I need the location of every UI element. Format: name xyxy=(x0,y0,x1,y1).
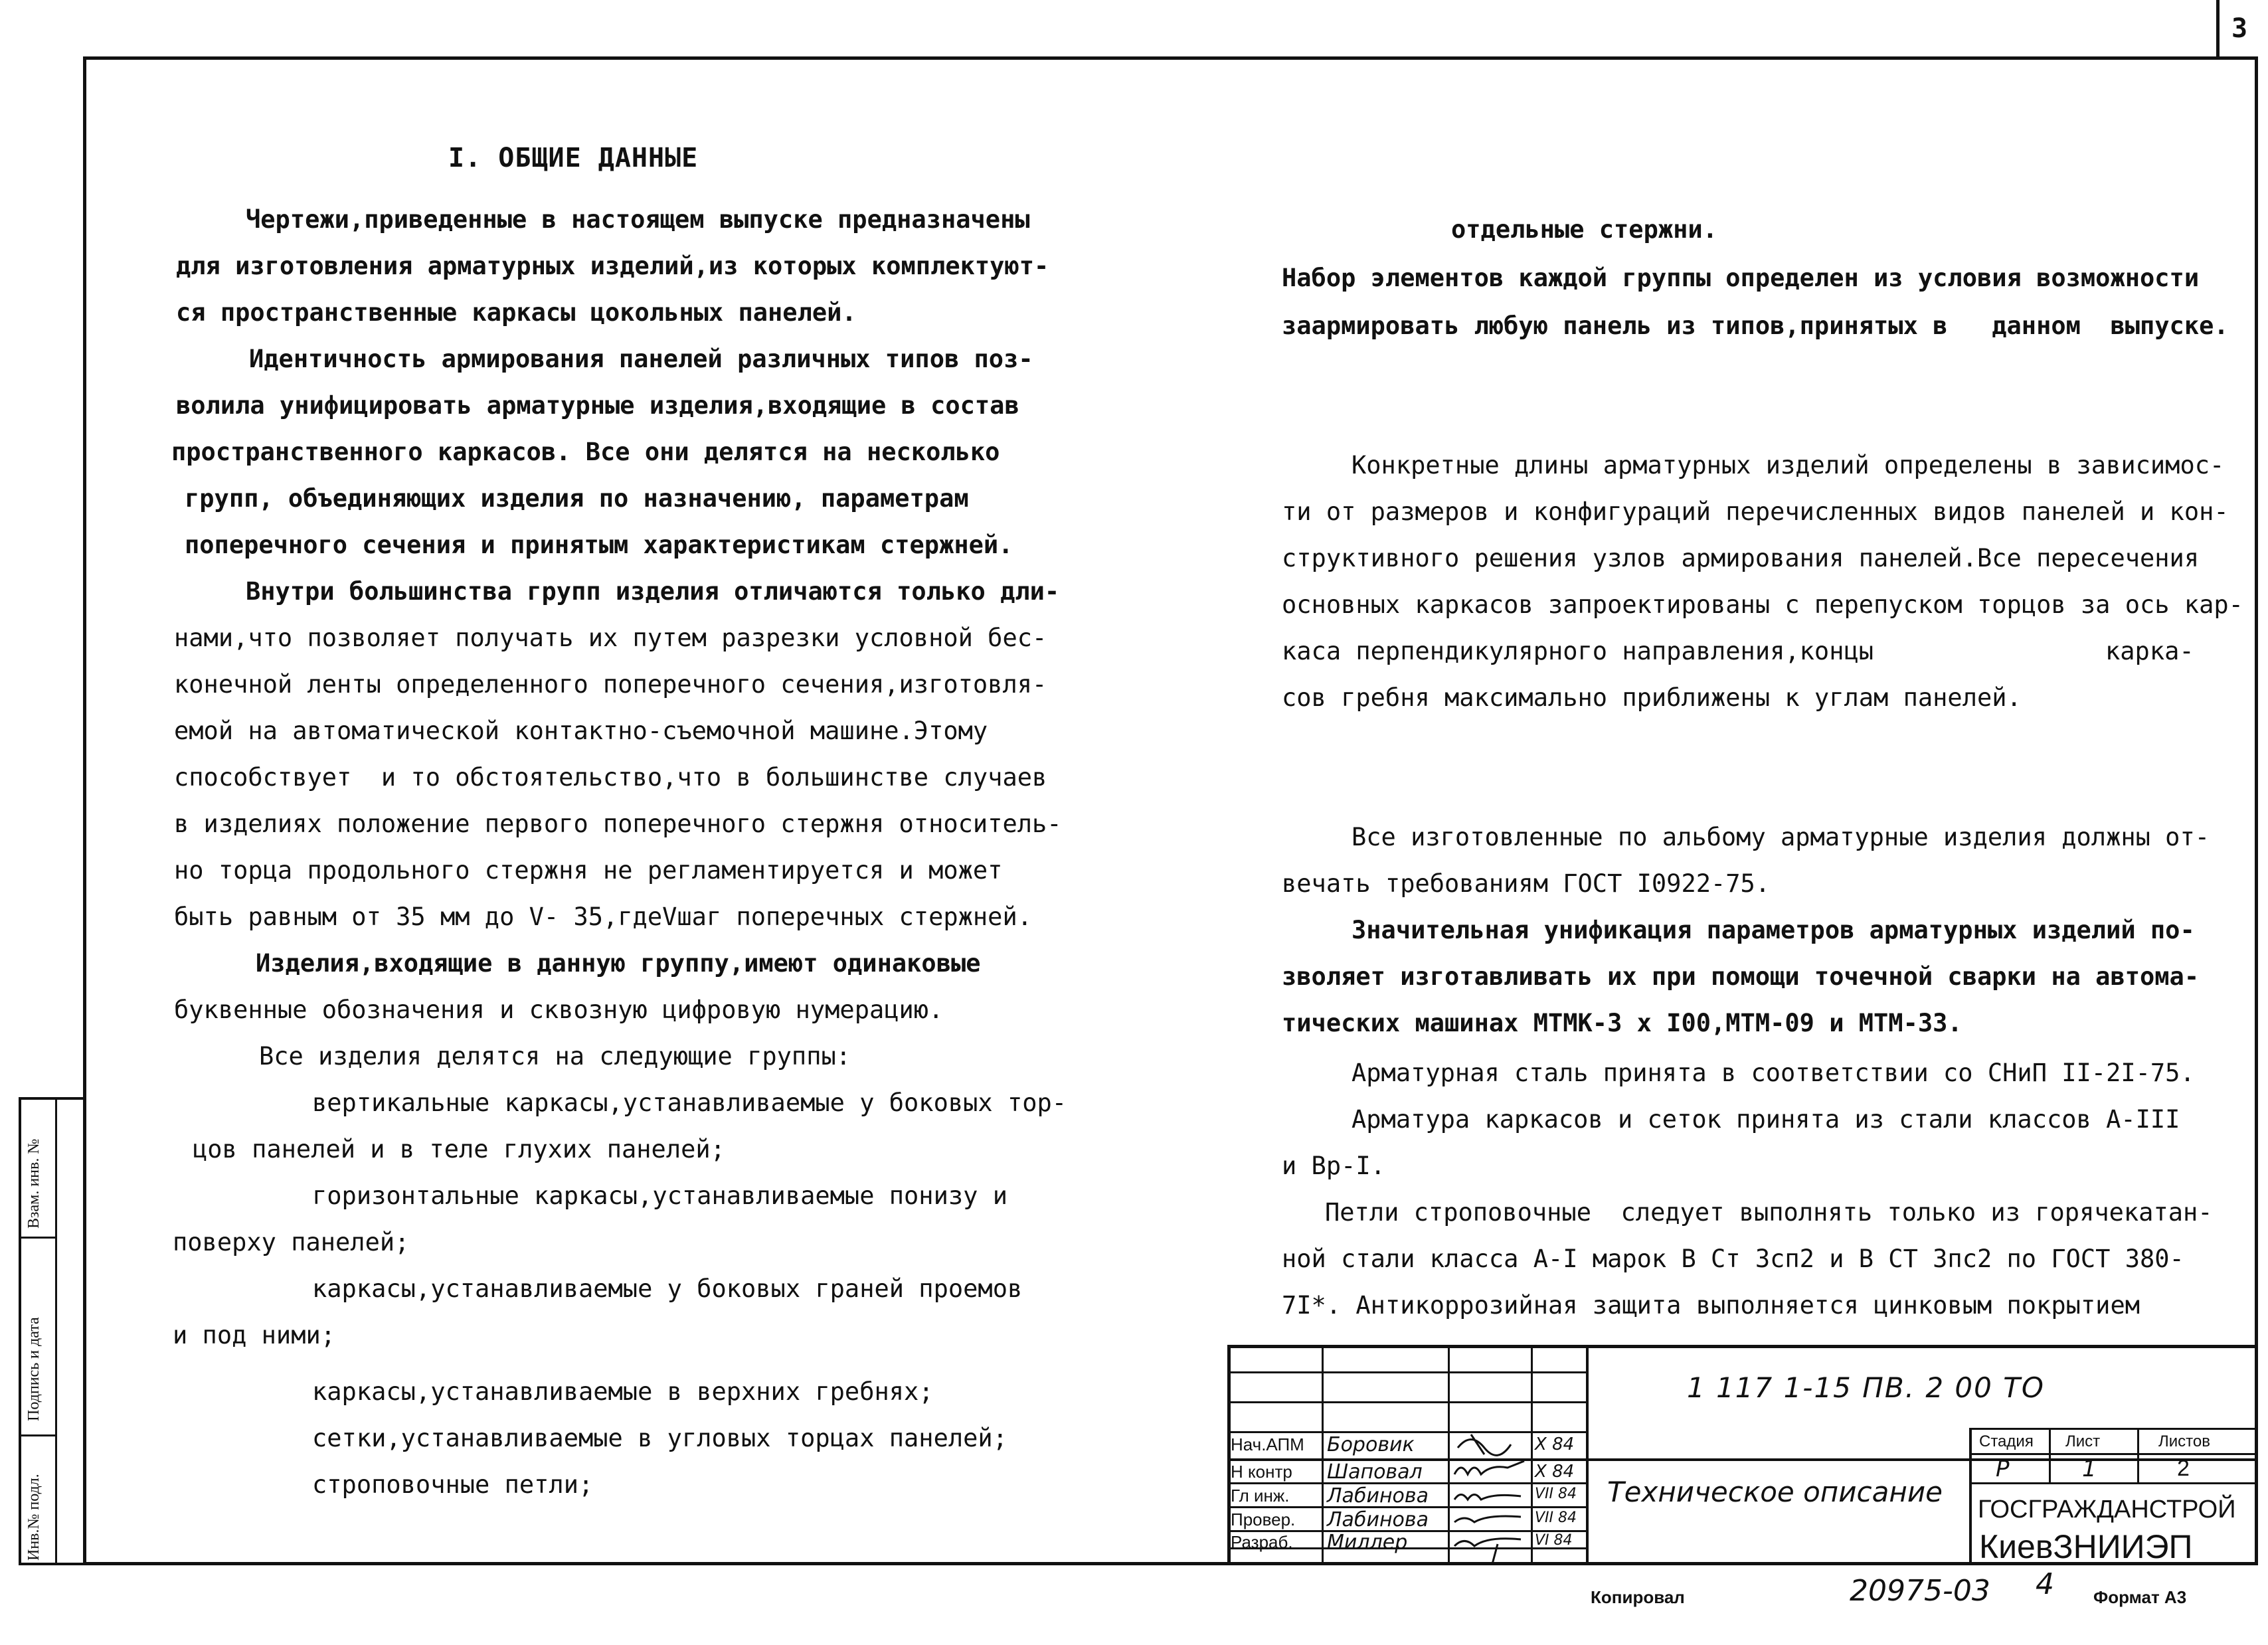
text-line: вертикальные каркасы,устанавливаемые у боковых тор- xyxy=(312,1088,1067,1117)
title-block-line xyxy=(2049,1428,2051,1482)
text-line: для изготовления арматурных изделий,из которых комплектуют- xyxy=(176,252,1049,280)
section-heading: I. ОБЩИЕ ДАННЫЕ xyxy=(448,143,699,173)
date-cell: X 84 xyxy=(1535,1434,1575,1454)
text-line: поперечного сечения и принятым характеристикам стержней. xyxy=(185,531,1013,559)
text-line: Значительная унификация параметров арматурных изделий по- xyxy=(1352,916,2195,944)
text-line: и под ними; xyxy=(173,1321,336,1349)
person-name: Лабинова xyxy=(1327,1508,1429,1531)
signature-mark xyxy=(1454,1539,1521,1564)
margin-stamp-replaced-inv: Взам. инв. № xyxy=(25,1138,43,1229)
text-line: Арматура каркасов и сеток принята из стали классов А-III xyxy=(1352,1105,2180,1134)
title-block-line xyxy=(1227,1371,1587,1373)
organization-line-1: ГОСГРАЖДАНСТРОЙ xyxy=(1978,1496,2236,1523)
signature-mark xyxy=(1458,1434,1511,1455)
text-line: Изделия,входящие в данную группу,имеют одинаковые xyxy=(256,949,981,978)
text-line: ти от размеров и конфигураций перечисленных видов панелей и кон- xyxy=(1282,497,2229,526)
title-block-line xyxy=(1969,1428,1972,1565)
title-block-line xyxy=(1322,1345,1324,1565)
sheet-value: 1 xyxy=(2082,1456,2097,1482)
margin-stamp-divider xyxy=(19,1434,57,1436)
person-name: Лабинова xyxy=(1327,1484,1429,1508)
signature-mark xyxy=(1454,1461,1524,1474)
text-line: Конкретные длины арматурных изделий определены в зависимос- xyxy=(1352,451,2225,479)
date-cell: VII 84 xyxy=(1535,1510,1577,1526)
role-label: Нач.АПМ xyxy=(1231,1434,1304,1454)
role-label: Разраб. xyxy=(1231,1532,1293,1552)
role-label: Гл инж. xyxy=(1231,1486,1290,1506)
date-cell: VII 84 xyxy=(1535,1486,1577,1502)
text-line: волила унифицировать арматурные изделия,входящие в состав xyxy=(176,391,1019,420)
text-line: в изделиях положение первого поперечного стержня относитель- xyxy=(174,810,1062,838)
text-line: Все изготовленные по альбому арматурные изделия должны от- xyxy=(1352,823,2210,851)
text-line: Все изделия делятся на следующие группы: xyxy=(259,1042,851,1071)
sheets-value: 2 xyxy=(2177,1456,2190,1481)
title-block-line xyxy=(1586,1345,1589,1565)
text-line: строповочные петли; xyxy=(312,1470,594,1499)
text-line: основных каркасов запроектированы с перепуском торцов за ось кар- xyxy=(1282,590,2243,619)
person-name: Миллер xyxy=(1327,1531,1408,1554)
title-block-line xyxy=(1969,1453,2258,1455)
text-line: каса перпендикулярного направления,концы xyxy=(1282,637,1874,665)
inventory-sheet: 4 xyxy=(2036,1567,2054,1601)
text-line: сетки,устанавливаемые в угловых торцах панелей; xyxy=(312,1424,1007,1452)
inventory-number: 20975-03 xyxy=(1850,1574,1990,1608)
text-line: Петли строповочные следует выполнять только из горячекатан- xyxy=(1325,1198,2213,1227)
text-line: карка- xyxy=(2105,637,2194,665)
person-name: Боровик xyxy=(1327,1433,1415,1456)
text-line: групп, объединяющих изделия по назначению, параметрам xyxy=(185,484,969,513)
text-line: структивного решения узлов армирования панелей.Все пересечения xyxy=(1282,544,2200,572)
page-number: 3 xyxy=(2231,13,2248,44)
text-line: но торца продольного стержня не регламентируется и может xyxy=(174,856,1003,885)
date-cell: VI 84 xyxy=(1535,1532,1573,1549)
person-name: Шаповал xyxy=(1327,1460,1423,1484)
role-label: Провер. xyxy=(1231,1510,1296,1529)
text-line: буквенные обозначения и сквозную цифровую нумерацию. xyxy=(174,996,944,1024)
text-line: ной стали класса А-I марок В Ст 3сп2 и В СТ 3пс2 по ГОСТ 380- xyxy=(1282,1245,2184,1273)
text-line: тических машинах МТМК-3 х I00,МТМ-09 и МТМ-33. xyxy=(1282,1009,1963,1037)
text-line: сов гребня максимально приближены к углам панелей. xyxy=(1282,683,2022,712)
title-block-line xyxy=(1969,1482,2258,1484)
text-line: 7I*. Антикоррозийная защита выполняется цинковым покрытием xyxy=(1282,1291,2140,1320)
text-line: зволяет изготавливать их при помощи точечной сварки на автома- xyxy=(1282,962,2200,991)
text-line: горизонтальные каркасы,устанавливаемые понизу и xyxy=(312,1181,1007,1210)
text-line: цов панелей и в теле глухих панелей; xyxy=(193,1135,725,1164)
text-line: способствует и то обстоятельство,что в большинстве случаев xyxy=(174,763,1047,792)
page-number-divider xyxy=(2216,0,2220,60)
organization-line-2: КиевЗНИИЭП xyxy=(1979,1528,2193,1565)
margin-stamp-divider xyxy=(55,1097,57,1565)
document-title: Техническое описание xyxy=(1607,1476,1943,1508)
format-label: Формат А3 xyxy=(2093,1587,2187,1607)
text-line: быть равным от 35 мм до V- 35,гдеVшаг поперечных стержней. xyxy=(174,903,1033,931)
margin-stamp-signature-date: Подпись и дата xyxy=(25,1317,43,1421)
title-block-line xyxy=(1531,1345,1533,1565)
text-line: заармировать любую панель из типов,принятых в данном выпуске. xyxy=(1282,311,2229,340)
stage-value: Р xyxy=(1996,1456,2010,1482)
sheets-label: Листов xyxy=(2158,1432,2210,1450)
document-code: 1 117 1-15 ПВ. 2 00 ТО xyxy=(1687,1371,2045,1404)
text-line: каркасы,устанавливаемые у боковых граней проемов xyxy=(312,1274,1023,1303)
margin-stamp-original-inv: Инв.№ подл. xyxy=(25,1474,43,1561)
text-line: каркасы,устанавливаемые в верхних гребнях; xyxy=(312,1377,934,1406)
date-cell: X 84 xyxy=(1535,1462,1575,1482)
text-line: Чертежи,приведенные в настоящем выпуске предназначены xyxy=(246,205,1030,234)
title-block-line xyxy=(1448,1345,1450,1565)
signature-mark xyxy=(1454,1495,1521,1500)
text-line: вечать требованиям ГОСТ I0922-75. xyxy=(1282,869,1771,898)
text-line: отдельные стержни. xyxy=(1451,215,1717,244)
title-block-line xyxy=(1227,1401,1587,1403)
text-line: поверху панелей; xyxy=(173,1228,410,1256)
signature-mark xyxy=(1454,1516,1521,1522)
text-line: конечной ленты определенного поперечного сечения,изготовля- xyxy=(174,670,1047,699)
stage-label: Стадия xyxy=(1979,1432,2034,1450)
text-line: Арматурная сталь принята в соответствии со СНиП II-2I-75. xyxy=(1352,1059,2195,1087)
text-line: ся пространственные каркасы цокольных панелей. xyxy=(176,298,857,327)
text-line: емой на автоматической контактно-съемочной машине.Этому xyxy=(174,717,988,745)
text-line: пространственного каркасов. Все они делятся на несколько xyxy=(171,438,1000,466)
text-line: Идентичность армирования панелей различных типов поз- xyxy=(249,345,1033,373)
role-label: Н контр xyxy=(1231,1462,1292,1482)
signatures xyxy=(1451,1428,1531,1567)
copied-label: Копировал xyxy=(1591,1587,1685,1607)
sheet-label: Лист xyxy=(2065,1432,2101,1450)
text-line: Внутри большинства групп изделия отличаются только дли- xyxy=(246,577,1060,606)
text-line: и Вр-I. xyxy=(1282,1152,1385,1180)
margin-stamp-divider xyxy=(19,1237,57,1239)
title-block-line xyxy=(2137,1428,2139,1482)
text-line: Набор элементов каждой группы определен из условия возможности xyxy=(1282,264,2200,292)
title-block-line xyxy=(1969,1428,2258,1430)
text-line: нами,что позволяет получать их путем разрезки условной бес- xyxy=(174,624,1047,652)
